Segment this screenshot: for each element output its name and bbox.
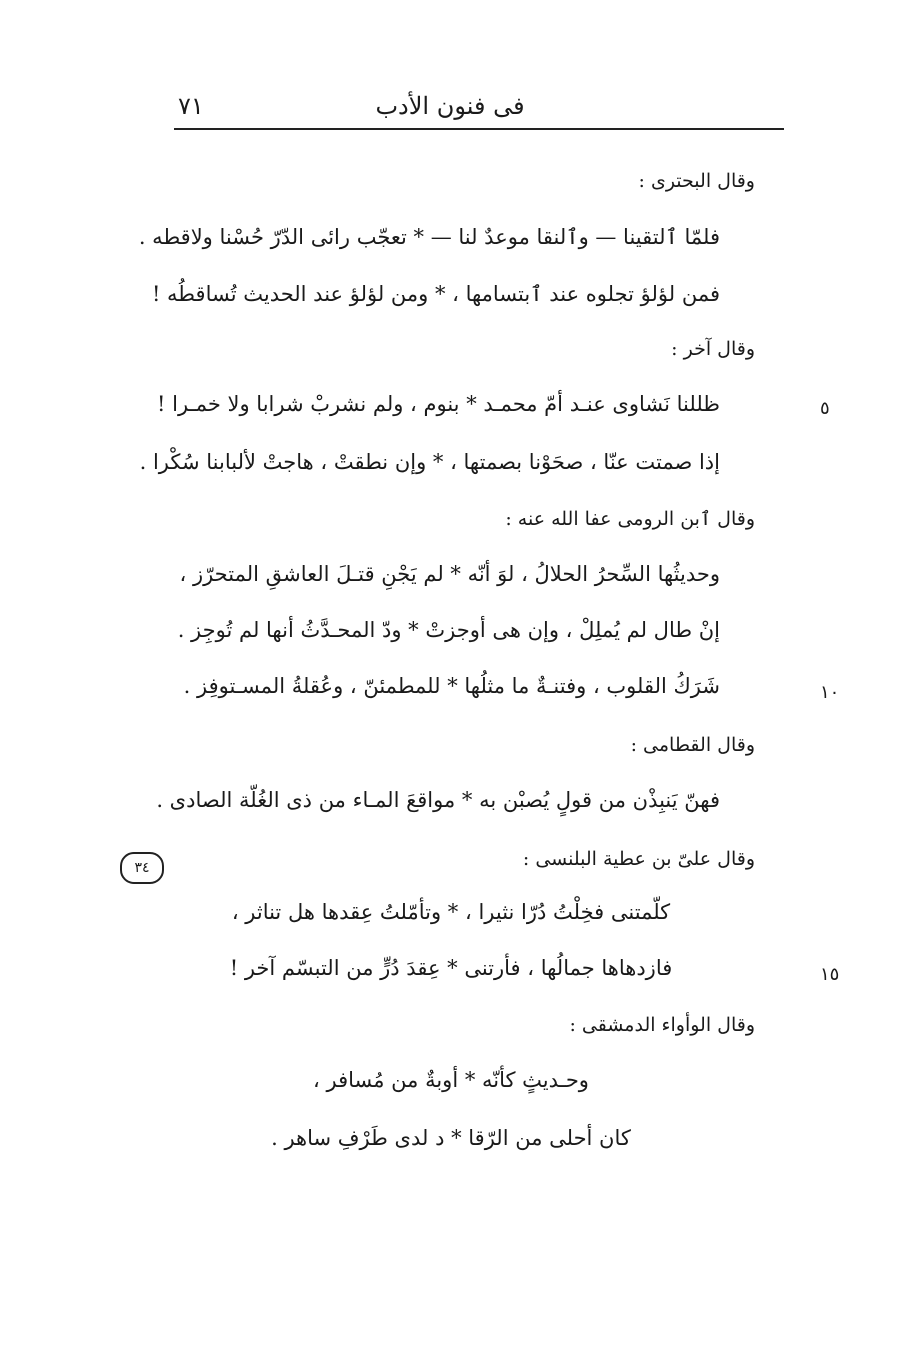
intro-line: وقال الوأواء الدمشقى : xyxy=(569,1014,755,1036)
line-number: ١٠ xyxy=(820,682,840,703)
running-head: فى فنون الأدب xyxy=(375,92,525,120)
verse-line: إذا صمتت عنّا ، صحَوْنا بصمتها ، * وإن نطقتْ ، هاجتْ لألبابنا سُكْرا . xyxy=(139,450,720,474)
intro-line: وقال القطامى : xyxy=(630,734,755,756)
verse-line: وحديثُها السِّحرُ الحلالُ ، لوَ أنّه * لم يَجْنِ قتـلَ العاشقِ المتحرّز ، xyxy=(179,562,720,586)
verse-line: كلّمتنى فخِلْتُ دُرّا نثيرا ، * وتأمّلتُ عِقدها هل تناثر ، xyxy=(231,900,671,924)
line-number: ٥ xyxy=(820,398,830,419)
verse-line: ظللنا نَشاوى عنـد أمّ محمـد * بنوم ، ولم نشربْ شرابا ولا خمـرا ! xyxy=(157,392,720,416)
intro-line: وقال البحترى : xyxy=(638,170,755,192)
intro-line: وقال علىّ بن عطية البلنسى : xyxy=(522,848,755,870)
page-number: ٧١ xyxy=(178,92,204,120)
verse-line: كان أحلى من الرّقا * د لدى طَرْفِ ساهر . xyxy=(271,1126,631,1150)
verse-line: فلمّا ٱلتقينا — وٱلنقا موعدٌ لنا — * تعجّب رائى الدّرّ حُسْنا ولاقطه . xyxy=(138,225,720,249)
line-number: ١٥ xyxy=(820,964,840,985)
verse-line: وحـديثٍ كأنّه * أوبةٌ من مُسافر ، xyxy=(313,1068,589,1092)
header-rule xyxy=(174,128,784,130)
verse-line: شَرَكُ القلوب ، وفتنـةٌ ما مثلُها * للمطمئنّ ، وعُقلةُ المسـتوفِز . xyxy=(183,674,720,698)
verse-line: فهنّ يَنبِذْن من قولٍ يُصبْن به * مواقعَ المـاء من ذى الغُلّة الصادى . xyxy=(156,788,720,812)
verse-line: فمن لؤلؤ تجلوه عند ٱبتسامها ، * ومن لؤلؤ عند الحديث تُساقطُه ! xyxy=(151,282,720,306)
verse-line: إنْ طال لم يُملِلْ ، وإن هى أوجزتْ * ودّ المحـدَّثُ أنها لم تُوجِز . xyxy=(177,618,720,642)
intro-line: وقال ٱبن الرومى عفا الله عنه : xyxy=(505,508,755,530)
verse-line: فازدهاها جمالُها ، فأرتنى * عِقدَ دُرٍّ من التبسّم آخر ! xyxy=(229,956,673,980)
margin-marker: ٣٤ xyxy=(120,852,164,884)
intro-line: وقال آخر : xyxy=(671,338,755,360)
